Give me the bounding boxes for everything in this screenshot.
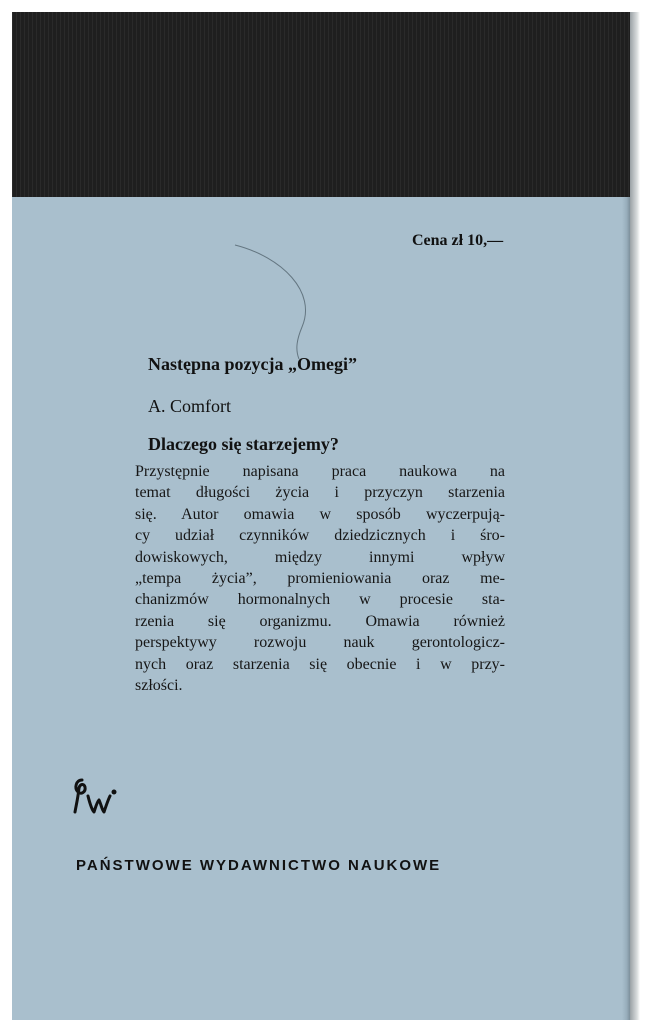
description-line: Przystępnie napisana praca naukowa na [135, 463, 505, 480]
page-edge-shadow [630, 12, 640, 1020]
description-line: temat długości życia i przyczyn starzenia [135, 484, 505, 502]
stray-hair-mark [227, 237, 327, 362]
price-label: Cena zł 10,— [412, 232, 504, 249]
pwn-logo-icon [70, 772, 118, 820]
description-line: szłości. [135, 676, 183, 694]
publisher-name: PAŃSTWOWE WYDAWNICTWO NAUKOWE [76, 857, 442, 874]
book-title: Dlaczego się starzejemy? [148, 434, 339, 454]
description-line: „tempa życia”, promieniowania oraz me- [135, 569, 505, 587]
description-line: dowiskowych, między innymi wpływ [135, 548, 505, 566]
next-in-series-heading: Następna pozycja „Omegi” [148, 354, 357, 374]
description-line: się. Autor omawia w sposób wyczerpują- [135, 505, 505, 523]
description-line: rzenia się organizmu. Omawia również [135, 612, 505, 630]
dark-top-strip [12, 12, 630, 197]
author-name: A. Comfort [148, 396, 231, 416]
description-line: perspektywy rozwoju nauk gerontologicz- [135, 634, 505, 652]
description-line: chanizmów hormonalnych w procesie sta- [135, 591, 505, 609]
description-line: nych oraz starzenia się obecnie i w przy- [135, 655, 505, 673]
cover-edge [622, 197, 630, 1020]
book-description [135, 461, 505, 696]
description-line: cy udział czynników dziedzicznych i śro- [135, 527, 505, 545]
back-cover [12, 12, 630, 1020]
